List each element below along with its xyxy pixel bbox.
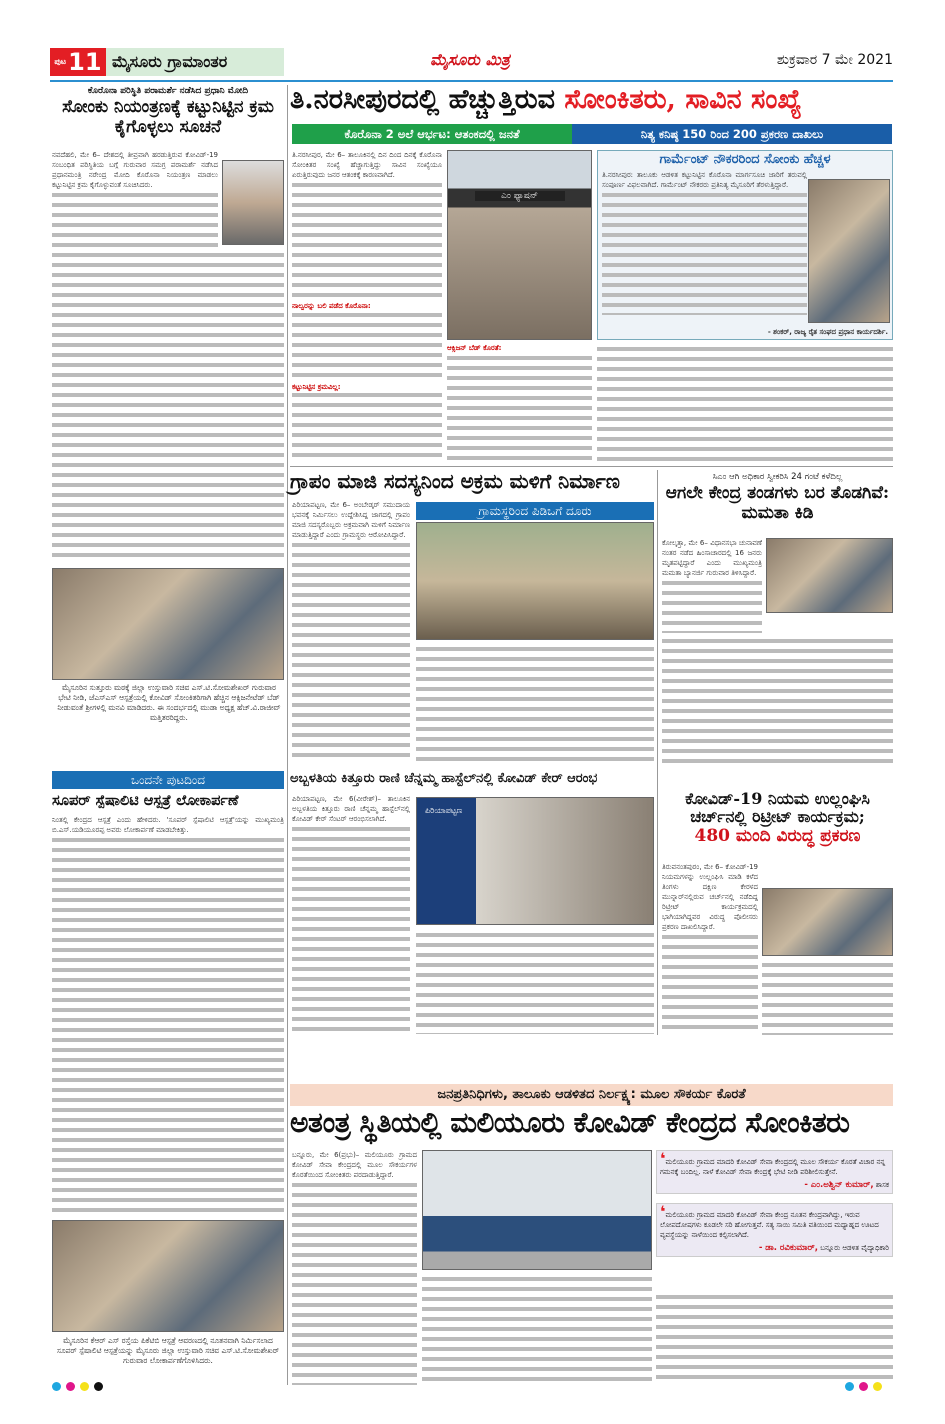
quote-doctor xyxy=(656,1203,893,1257)
church-headline xyxy=(662,790,893,846)
mamata-lead: ಕೋಲ್ಕತ್ತಾ, ಮೇ 6– ವಿಧಾನಸಭಾ ಚುನಾವಣೆ ನಂತರ ನಡೆದ ಹಿಂಸಾಚಾರದಲ್ಲಿ 16 ಜನರು ಮೃತಪಟ್ಟಿದ್ದಾರೆ ಎಂದು ಮುಖ್ಯಮಂತ್ರಿ ಮಮತಾ ಬ್ಯಾನರ್ಜಿ ಗುರುವಾರ ತಿಳಿಸಿದ್ದಾರೆ. xyxy=(662,539,762,577)
maliyur-text-right xyxy=(656,1292,893,1385)
page-label: ಪುಟ xyxy=(54,57,67,66)
garment-text-cont xyxy=(597,344,893,462)
hospital-text xyxy=(52,815,284,1215)
garment-text xyxy=(602,170,807,315)
quote-mark-icon: ❛ xyxy=(660,1202,666,1221)
grapam-subhead: ಗ್ರಾಮಸ್ಥರಿಂದ ಪಿಡಿಒಗೆ ದೂರು xyxy=(416,502,654,520)
church-text xyxy=(662,862,758,1032)
lead-subhead: ಕಟ್ಟುನಿಟ್ಟಿನ ಕ್ರಮವಿಲ್ಲ: xyxy=(292,382,442,393)
hospital-lead: ನಿಂತಲ್ಲಿ ಕೇಂದ್ರದ ಆಸ್ಪತ್ರೆ ಎಂದು ಹೇಳಿದರು. 'ಸೂಪರ್ ಸ್ಪೆಷಾಲಿಟಿ ಆಸ್ಪತ್ರೆ'ಯನ್ನು ಮುಖ್ಯಮಂತ್ರಿ ಬಿ.ಎಸ್.ಯಡಿಯೂರಪ್ಪ ಅವರು ಲೋಕಾರ್ಪಣೆ ಮಾಡಬೇಕಿತ್ತು. xyxy=(52,816,284,834)
sutturu-photo xyxy=(52,568,284,680)
church-headline-black: ಕೋವಿಡ್-19 ನಿಯಮ ಉಲ್ಲಂಘಿಸಿ ಚರ್ಚ್‌ನಲ್ಲಿ ರಿಟ್ರೀಟ್ ಕಾರ್ಯಕ್ರಮ; xyxy=(685,789,870,827)
shop-sign: ಎಂ ಫ್ಯಾಷನ್ xyxy=(475,191,565,201)
church-headline-red: 480 ಮಂದಿ ವಿರುದ್ಧ ಪ್ರಕರಣ xyxy=(694,825,861,846)
from-page-one-label: ಒಂದನೇ ಪುಟದಿಂದ xyxy=(52,771,284,789)
kicker: ಕೊರೊನಾ ಪರಿಸ್ಥಿತಿ ಪರಾಮರ್ಶೆ ನಡೆಸಿದ ಪ್ರಧಾನಿ ಮೋದಿ xyxy=(87,86,249,96)
garment-lead: ತಿ.ನರಸೀಪುರ: ತಾಲೂಕು ಆಡಳಿತ ಕಟ್ಟುನಿಟ್ಟಿನ ಕೊರೊನಾ ಮಾರ್ಗಸೂಚಿ ಜಾರಿಗೆ ತರುವಲ್ಲಿ ಸಂಪೂರ್ಣ ವಿಫಲವಾಗಿದೆ. ಗಾರ್ಮೆಂಟ್ ನೌಕರರು ಪ್ರತಿನಿತ್ಯ ಮೈಸೂರಿಗೆ ತೆರಳುತ್ತಿದ್ದಾರೆ. xyxy=(602,170,807,189)
garment-photo xyxy=(808,179,890,323)
hostel-text-cont xyxy=(416,930,654,1034)
lead-subhead: ಆಕ್ಸಿಜನ್ ಬೆಡ್ ಕೊರತೆ: xyxy=(447,343,592,354)
mamata-text xyxy=(662,538,762,633)
grapam-lead: ಪಿರಿಯಾಪಟ್ಟಣ, ಮೇ 6– ಅಂಬೇಡ್ಕರ್ ಸಮುದಾಯ ಭವನಕ್ಕೆ ನಿರ್ಮಿಸಲು ಉದ್ದೇಶಿಸಿದ್ದ ಜಾಗದಲ್ಲಿ ಗ್ರಾಪಂ ಮಾಜಿ ಸದಸ್ಯರೊಬ್ಬರು ಅಕ್ರಮವಾಗಿ ಮಳಿಗೆ ನಿರ್ಮಾಣ ಮಾಡುತ್ತಿದ್ದಾರೆ ಎಂದು ಗ್ರಾಮಸ್ಥರು ಆರೋಪಿಸಿದ್ದಾರೆ. xyxy=(292,501,410,539)
headline-part-red: ಸೋಂಕಿತರು, ಸಾವಿನ ಸಂಖ್ಯೆ xyxy=(564,84,802,115)
page-number xyxy=(50,48,106,76)
modi-photo xyxy=(222,160,284,245)
shop-photo xyxy=(447,150,592,340)
modi-text-cont xyxy=(52,250,284,562)
hospital-headline: ಸೂಪರ್ ಸ್ಪೆಷಾಲಿಟಿ ಆಸ್ಪತ್ರೆ ಲೋಕಾರ್ಪಣೆ xyxy=(52,792,239,809)
church-text-cont xyxy=(762,960,893,1035)
lead-text-cont xyxy=(447,343,592,463)
lead-strap xyxy=(292,124,892,144)
color-registration-marks xyxy=(52,1376,108,1395)
maliyur-headline: ಅತಂತ್ರ ಸ್ಥಿತಿಯಲ್ಲಿ ಮಲಿಯೂರು ಕೋವಿಡ್ ಕೇಂದ್ರದ ಸೋಂಕಿತರು xyxy=(290,1106,850,1139)
divider xyxy=(290,466,893,467)
maliyur-lead: ಬನ್ನೂರು, ಮೇ 6(ಪ್ರಭು)– ಮಲಿಯೂರು ಗ್ರಾಮದ ಕೋವಿಡ್ ಸೇವಾ ಕೇಂದ್ರದಲ್ಲಿ ಮೂಲ ಸೌಕರ್ಯಗಳ ಕೊರತೆಯಿಂದ ಸೋಂಕಿತರು ಪರದಾಡುತ್ತಿದ್ದಾರೆ. xyxy=(292,1151,417,1179)
lead-text xyxy=(292,150,442,462)
mamata-text-cont xyxy=(662,636,893,766)
grapam-photo xyxy=(416,522,654,640)
hospital-caption: ಮೈಸೂರಿನ ಕೆಆರ್ ಎಸ್ ರಸ್ತೆಯ ಪಿಕೆಟಿಬಿ ಆಸ್ಪತ್ರೆ ಆವರಣದಲ್ಲಿ ನೂತನವಾಗಿ ನಿರ್ಮಿಸಲಾದ ಸೂಪರ್ ಸ್ಪೆಷಾಲಿಟಿ ಆಸ್ಪತ್ರೆಯನ್ನು ಮೈಸೂರು ಜಿಲ್ಲಾ ಉಸ್ತುವಾರಿ ಸಚಿವ ಎಸ್.ಟಿ.ಸೋಮಶೇಖರ್ ಗುರುವಾರ ಲೋಕಾರ್ಪಣೆಗೊಳಿಸಿದರು. xyxy=(56,1336,280,1365)
quote-author: - ಡಾ. ರವಿಕುಮಾರ್, xyxy=(758,1243,818,1253)
mamata-headline: ಆಗಲೇ ಕೇಂದ್ರ ತಂಡಗಳು ಬರ ತೊಡಗಿವೆ: ಮಮತಾ ಕಿಡಿ xyxy=(665,483,890,523)
quote-text: ಮಲಿಯೂರು ಗ್ರಾಮದ ಮಾದರಿ ಕೋವಿಡ್ ಸೇವಾ ಕೇಂದ್ರದಲ್ಲಿ ಮೂಲ ಸೌಕರ್ಯ ಕೊರತೆ ವಿಚಾರ ನನ್ನ ಗಮನಕ್ಕೆ ಬಂದಿಲ್ಲ. ನಾಳೆ ಕೋವಿಡ್ ಸೇವಾ ಕೇಂದ್ರಕ್ಕೆ ಭೇಟಿ ನೀಡಿ ಪರಿಶೀಲಿಸುತ್ತೇನೆ. xyxy=(660,1158,886,1176)
column-divider xyxy=(287,85,288,1385)
grapam-headline: ಗ್ರಾಪಂ ಮಾಜಿ ಸದಸ್ಯನಿಂದ ಅಕ್ರಮ ಮಳಿಗೆ ನಿರ್ಮಾಣ xyxy=(290,469,620,493)
mamata-kicker: ಸಿಎಂ ಆಗಿ ಅಧಿಕಾರ ಸ್ವೀಕರಿಸಿ 24 ಗಂಟೆ ಕಳೆದಿಲ್ಲ xyxy=(712,472,843,482)
color-registration-marks xyxy=(845,1376,887,1395)
modi-story xyxy=(52,86,284,137)
headline-part: ತಿ.ನರಸೀಪುರದಲ್ಲಿ ಹೆಚ್ಚುತ್ತಿರುವ xyxy=(290,84,555,115)
quote-author: - ಎಂ.ಅಶ್ವಿನ್ ಕುಮಾರ್, xyxy=(804,1180,874,1190)
grapam-text-cont xyxy=(416,644,654,762)
grapam-text xyxy=(292,500,410,762)
quote-role: ಬನ್ನೂರು ಆಡಳಿತ ವೈದ್ಯಾಧಿಕಾರಿ xyxy=(820,1244,889,1252)
maliyur-strap: ಜನಪ್ರತಿನಿಧಿಗಳು, ತಾಲೂಕು ಆಡಳಿತದ ನಿರ್ಲಕ್ಷ್ಯ: ಮೂಲ ಸೌಕರ್ಯ ಕೊರತೆ xyxy=(290,1084,893,1106)
mamata-story xyxy=(662,472,893,523)
hostel-text xyxy=(292,794,410,1034)
strap-blue: ನಿತ್ಯ ಕನಿಷ್ಠ 150 ರಿಂದ 200 ಪ್ರಕರಣ ದಾಖಲು xyxy=(572,124,892,144)
quote-mark-icon: ❛ xyxy=(660,1149,666,1168)
hostel-banner: ಪಿರಿಯಾಪಟ್ಟಣ xyxy=(425,806,463,815)
quote-role: ಶಾಸಕ xyxy=(875,1181,889,1189)
garment-byline: - ಶಂಕರ್, ರಾಜ್ಯ ರೈತ ಸಂಘದ ಪ್ರಧಾನ ಕಾರ್ಯದರ್ಶಿ. xyxy=(767,328,888,336)
lead-para: ತಿ.ನರಸೀಪುರ, ಮೇ 6– ತಾಲೂಕಿನಲ್ಲಿ ದಿನ ದಿಂದ ದಿನಕ್ಕೆ ಕೊರೊನಾ ಸೋಂಕಿತರ ಸಂಖ್ಯೆ ಹೆಚ್ಚಾಗುತ್ತಿದ್ದು ಸಾವಿನ ಸಂಖ್ಯೆಯೂ ಏರುತ್ತಿರುವುದು ಜನರ ಆತಂಕಕ್ಕೆ ಕಾರಣವಾಗಿದೆ. xyxy=(292,151,442,179)
garment-headline: ಗಾರ್ಮೆಂಟ್ ನೌಕರರಿಂದ ಸೋಂಕು ಹೆಚ್ಚಳ xyxy=(659,152,831,167)
issue-date: ಶುಕ್ರವಾರ 7 ಮೇ 2021 xyxy=(776,52,893,68)
lead-subhead: ನಾಲ್ವರನ್ನು ಬಲಿ ಪಡೆದ ಕೊರೊನಾ: xyxy=(292,301,442,312)
garment-box xyxy=(597,150,893,340)
strap-green: ಕೊರೊನಾ 2 ಅಲೆ ಆರ್ಭಟ: ಆತಂಕದಲ್ಲಿ ಜನತೆ xyxy=(292,124,572,144)
hostel-lead: ಪಿರಿಯಾಪಟ್ಟಣ, ಮೇ 6(ವೀರೇಶ್)– ತಾಲೂಕಿನ ಅಬ್ಬಳತಿಯ ಕಿತ್ತೂರು ರಾಣಿ ಚೆನ್ನಮ್ಮ ಹಾಸ್ಟೆಲ್‌ನಲ್ಲಿ ಕೋವಿಡ್ ಕೇರ್ ಸೆಂಟರ್ ಆರಂಭಿಸಲಾಗಿದೆ. xyxy=(292,795,410,823)
masthead: ಮೈಸೂರು ಮಿತ್ರ xyxy=(430,50,510,69)
church-photo xyxy=(762,888,893,956)
mamata-photo xyxy=(766,538,893,613)
hostel-headline: ಅಬ್ಬಳತಿಯ ಕಿತ್ತೂರು ರಾಣಿ ಚೆನ್ನಮ್ಮ ಹಾಸ್ಟೆಲ್‌ನಲ್ಲಿ ಕೋವಿಡ್ ಕೇರ್ ಆರಂಭ xyxy=(290,772,598,786)
modi-text xyxy=(52,150,218,250)
modi-lead: ನವದೆಹಲಿ, ಮೇ 6– ದೇಶದಲ್ಲಿ ತೀವ್ರವಾಗಿ ಹರಡುತ್ತಿರುವ ಕೋವಿಡ್-19 ಸಂಬಂಧಿತ ಪರಿಸ್ಥಿತಿಯ ಬಗ್ಗೆ ಗುರುವಾರ ಸಮಗ್ರ ಪರಾಮರ್ಶೆ ನಡೆಸಿದ ಪ್ರಧಾನಮಂತ್ರಿ ನರೇಂದ್ರ ಮೋದಿ ಕೊರೊನಾ ನಿಯಂತ್ರಣ ಮಾಡಲು ಕಟ್ಟುನಿಟ್ಟಿನ ಕ್ರಮ ಕೈಗೊಳ್ಳುವಂತೆ ಸೂಚಿಸಿದರು. xyxy=(52,151,218,189)
page-number-value: 11 xyxy=(68,48,102,76)
header-rule xyxy=(50,80,893,82)
column-divider xyxy=(657,470,658,1035)
church-lead: ತಿರುವನಂತಪುರಂ, ಮೇ 6– ಕೋವಿಡ್-19 ನಿಯಮಗಳನ್ನು ಉಲ್ಲಂಘಿಸಿ ಮಾಡಿ ಕಳೆದ ತಿಂಗಳು ದಕ್ಷಿಣ ಕೇರಳದ ಮುನ್ನಾರ್‌ನಲ್ಲಿರುವ ಚರ್ಚ್‌ನಲ್ಲಿ ನಡೆದಿದ್ದ ರಿಟ್ರೀಟ್ ಕಾರ್ಯಕ್ರಮದಲ್ಲಿ ಭಾಗಿಯಾಗಿದ್ದವರ ವಿರುದ್ಧ ಪೊಲೀಸರು ಪ್ರಕರಣ ದಾಖಲಿಸಿದ್ದಾರೆ. xyxy=(662,863,758,931)
maliyur-text xyxy=(292,1150,417,1385)
quote-text: ಮಲಿಯೂರು ಗ್ರಾಮದ ಮಾದರಿ ಕೋವಿಡ್ ಸೇವಾ ಕೇಂದ್ರ ನೂತನ ಕೇಂದ್ರವಾಗಿದ್ದು, ಇರುವ ಲೋಪದೋಷಗಳು ಕೂಡಲೇ ಸರಿ ಹೋಗುತ್ತವೆ. ಸತ್ಯ ಸಾಯಿ ಸಮಿತಿ ವತಿಯಿಂದ ಮಧ್ಯಾಹ್ನದ ಊಟದ ವ್ಯವಸ್ಥೆಯನ್ನು ನಾಳೆಯಿಂದ ಕಲ್ಪಿಸಲಾಗಿದೆ. xyxy=(660,1211,879,1239)
quote-mla xyxy=(656,1150,893,1194)
maliyur-photo xyxy=(422,1150,652,1270)
photo-caption: ಮೈಸೂರಿನ ಸುತ್ತೂರು ಮಠಕ್ಕೆ ಜಿಲ್ಲಾ ಉಸ್ತುವಾರಿ ಸಚಿವ ಎಸ್.ಟಿ.ಸೋಮಶೇಖರ್ ಗುರುವಾರ ಭೇಟಿ ನೀಡಿ, ಜೆಎಸ್‌ಎಸ್ ಆಸ್ಪತ್ರೆಯಲ್ಲಿ ಕೋವಿಡ್ ಸೋಂಕಿತರಿಗಾಗಿ ಹೆಚ್ಚಿನ ಆಕ್ಸಿಜನೇಟೆಡ್ ಬೆಡ್ ನೀಡುವಂತೆ ಶ್ರೀಗಳಲ್ಲಿ ಮನವಿ ಮಾಡಿದರು. ಈ ಸಂದರ್ಭದಲ್ಲಿ ಮುಡಾ ಅಧ್ಯಕ್ಷ ಹೆಚ್.ವಿ.ರಾಜೀವ್ ಮತ್ತಿತರರಿದ್ದರು. xyxy=(57,683,281,722)
lead-headline xyxy=(290,84,895,115)
hostel-photo xyxy=(416,797,654,925)
headline: ಸೋಂಕು ನಿಯಂತ್ರಣಕ್ಕೆ ಕಟ್ಟುನಿಟ್ಟಿನ ಕ್ರಮ ಕೈಗೊಳ್ಳಲು ಸೂಚನೆ xyxy=(62,97,274,137)
section-title: ಮೈಸೂರು ಗ್ರಾಮಾಂತರ xyxy=(106,48,284,76)
maliyur-text-cont xyxy=(422,1274,652,1384)
hospital-photo xyxy=(52,1220,284,1332)
